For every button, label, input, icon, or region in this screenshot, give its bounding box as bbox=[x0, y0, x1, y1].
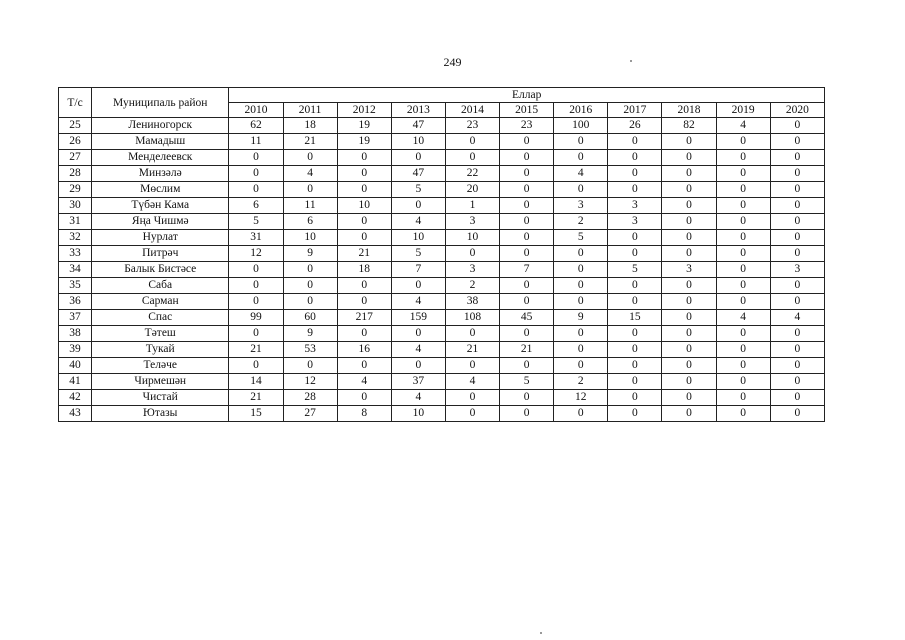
row-value: 18 bbox=[337, 262, 391, 278]
row-value: 0 bbox=[662, 358, 716, 374]
row-value: 108 bbox=[445, 310, 499, 326]
row-value: 2 bbox=[554, 374, 608, 390]
row-value: 9 bbox=[283, 246, 337, 262]
row-value: 0 bbox=[662, 198, 716, 214]
header-year: 2012 bbox=[337, 103, 391, 118]
row-value: 0 bbox=[770, 390, 824, 406]
row-value: 0 bbox=[716, 150, 770, 166]
row-value: 0 bbox=[608, 406, 662, 422]
table-row bbox=[59, 262, 825, 278]
row-value: 0 bbox=[391, 358, 445, 374]
row-value: 22 bbox=[445, 166, 499, 182]
row-value: 0 bbox=[716, 134, 770, 150]
table-header bbox=[59, 88, 825, 118]
table-row bbox=[59, 294, 825, 310]
table-row bbox=[59, 230, 825, 246]
row-district: Тәтеш bbox=[92, 326, 229, 342]
row-value: 100 bbox=[554, 118, 608, 134]
row-value: 4 bbox=[391, 294, 445, 310]
header-year: 2015 bbox=[500, 103, 554, 118]
row-value: 0 bbox=[716, 374, 770, 390]
row-value: 217 bbox=[337, 310, 391, 326]
row-value: 38 bbox=[445, 294, 499, 310]
row-number: 30 bbox=[59, 198, 92, 214]
row-value: 0 bbox=[716, 294, 770, 310]
row-value: 0 bbox=[770, 406, 824, 422]
row-number: 41 bbox=[59, 374, 92, 390]
row-value: 11 bbox=[283, 198, 337, 214]
table-row bbox=[59, 214, 825, 230]
row-value: 4 bbox=[770, 310, 824, 326]
row-value: 0 bbox=[500, 246, 554, 262]
row-value: 0 bbox=[770, 134, 824, 150]
row-number: 42 bbox=[59, 390, 92, 406]
row-value: 0 bbox=[662, 278, 716, 294]
row-value: 0 bbox=[608, 230, 662, 246]
row-value: 21 bbox=[337, 246, 391, 262]
row-value: 10 bbox=[391, 230, 445, 246]
row-number: 32 bbox=[59, 230, 92, 246]
table-row bbox=[59, 134, 825, 150]
row-value: 0 bbox=[554, 294, 608, 310]
row-value: 4 bbox=[391, 214, 445, 230]
row-value: 0 bbox=[554, 406, 608, 422]
row-value: 16 bbox=[337, 342, 391, 358]
row-value: 0 bbox=[445, 134, 499, 150]
row-value: 4 bbox=[445, 374, 499, 390]
row-value: 0 bbox=[608, 150, 662, 166]
row-value: 0 bbox=[770, 358, 824, 374]
row-value: 0 bbox=[500, 278, 554, 294]
row-number: 39 bbox=[59, 342, 92, 358]
row-value: 0 bbox=[662, 182, 716, 198]
table-row bbox=[59, 182, 825, 198]
row-value: 15 bbox=[229, 406, 283, 422]
table-row bbox=[59, 310, 825, 326]
row-value: 0 bbox=[716, 358, 770, 374]
row-district: Чистай bbox=[92, 390, 229, 406]
row-district: Чирмешән bbox=[92, 374, 229, 390]
row-value: 19 bbox=[337, 134, 391, 150]
row-value: 3 bbox=[445, 262, 499, 278]
row-value: 0 bbox=[554, 262, 608, 278]
row-value: 0 bbox=[608, 166, 662, 182]
row-value: 21 bbox=[229, 342, 283, 358]
row-value: 0 bbox=[391, 150, 445, 166]
row-value: 0 bbox=[554, 134, 608, 150]
row-value: 27 bbox=[283, 406, 337, 422]
row-value: 0 bbox=[500, 326, 554, 342]
row-value: 20 bbox=[445, 182, 499, 198]
row-value: 5 bbox=[608, 262, 662, 278]
row-value: 0 bbox=[554, 342, 608, 358]
row-value: 6 bbox=[283, 214, 337, 230]
row-value: 18 bbox=[283, 118, 337, 134]
row-value: 4 bbox=[554, 166, 608, 182]
row-value: 0 bbox=[445, 406, 499, 422]
row-value: 10 bbox=[391, 134, 445, 150]
table-row bbox=[59, 198, 825, 214]
row-value: 9 bbox=[283, 326, 337, 342]
row-value: 10 bbox=[445, 230, 499, 246]
row-district: Спас bbox=[92, 310, 229, 326]
row-district: Балык Бистәсе bbox=[92, 262, 229, 278]
row-value: 0 bbox=[662, 134, 716, 150]
row-value: 0 bbox=[608, 342, 662, 358]
row-value: 159 bbox=[391, 310, 445, 326]
header-year: 2014 bbox=[445, 103, 499, 118]
row-number: 26 bbox=[59, 134, 92, 150]
row-value: 0 bbox=[337, 166, 391, 182]
row-value: 23 bbox=[500, 118, 554, 134]
row-value: 62 bbox=[229, 118, 283, 134]
row-value: 2 bbox=[554, 214, 608, 230]
row-value: 0 bbox=[500, 150, 554, 166]
row-value: 82 bbox=[662, 118, 716, 134]
table-row bbox=[59, 246, 825, 262]
row-value: 5 bbox=[229, 214, 283, 230]
row-value: 0 bbox=[662, 374, 716, 390]
row-value: 45 bbox=[500, 310, 554, 326]
row-value: 0 bbox=[608, 246, 662, 262]
row-value: 10 bbox=[391, 406, 445, 422]
row-value: 0 bbox=[716, 246, 770, 262]
row-district: Ютазы bbox=[92, 406, 229, 422]
page-number: 249 bbox=[443, 55, 462, 69]
row-district: Түбән Кама bbox=[92, 198, 229, 214]
row-value: 0 bbox=[770, 166, 824, 182]
row-value: 0 bbox=[770, 374, 824, 390]
row-value: 0 bbox=[500, 406, 554, 422]
row-value: 5 bbox=[391, 182, 445, 198]
row-value: 0 bbox=[337, 326, 391, 342]
row-value: 5 bbox=[554, 230, 608, 246]
row-value: 4 bbox=[391, 342, 445, 358]
row-number: 28 bbox=[59, 166, 92, 182]
row-value: 4 bbox=[283, 166, 337, 182]
row-value: 0 bbox=[229, 358, 283, 374]
row-value: 10 bbox=[283, 230, 337, 246]
header-year: 2010 bbox=[229, 103, 283, 118]
table-row bbox=[59, 166, 825, 182]
row-district: Минзәлә bbox=[92, 166, 229, 182]
row-value: 0 bbox=[716, 198, 770, 214]
row-value: 0 bbox=[337, 294, 391, 310]
row-value: 31 bbox=[229, 230, 283, 246]
row-value: 0 bbox=[770, 182, 824, 198]
row-value: 0 bbox=[716, 342, 770, 358]
row-value: 11 bbox=[229, 134, 283, 150]
row-value: 3 bbox=[770, 262, 824, 278]
row-value: 0 bbox=[445, 150, 499, 166]
header-year: 2013 bbox=[391, 103, 445, 118]
row-value: 5 bbox=[391, 246, 445, 262]
row-value: 0 bbox=[445, 358, 499, 374]
row-number: 27 bbox=[59, 150, 92, 166]
row-value: 15 bbox=[608, 310, 662, 326]
row-district: Менделеевск bbox=[92, 150, 229, 166]
table-row bbox=[59, 118, 825, 134]
row-district: Лениногорск bbox=[92, 118, 229, 134]
row-value: 0 bbox=[608, 134, 662, 150]
row-value: 0 bbox=[554, 358, 608, 374]
row-value: 4 bbox=[716, 310, 770, 326]
row-value: 0 bbox=[500, 166, 554, 182]
row-value: 0 bbox=[500, 214, 554, 230]
row-value: 0 bbox=[662, 294, 716, 310]
row-value: 0 bbox=[716, 262, 770, 278]
row-value: 0 bbox=[337, 230, 391, 246]
header-row-group bbox=[59, 88, 825, 103]
row-district: Мамадыш bbox=[92, 134, 229, 150]
row-value: 0 bbox=[229, 326, 283, 342]
row-number: 38 bbox=[59, 326, 92, 342]
row-value: 0 bbox=[716, 214, 770, 230]
header-years-group: Еллар bbox=[229, 88, 825, 103]
row-number: 29 bbox=[59, 182, 92, 198]
row-value: 0 bbox=[337, 214, 391, 230]
row-number: 25 bbox=[59, 118, 92, 134]
row-value: 6 bbox=[229, 198, 283, 214]
row-value: 0 bbox=[283, 358, 337, 374]
row-number: 43 bbox=[59, 406, 92, 422]
row-value: 0 bbox=[662, 246, 716, 262]
row-value: 3 bbox=[554, 198, 608, 214]
row-value: 0 bbox=[283, 182, 337, 198]
row-value: 0 bbox=[608, 182, 662, 198]
row-value: 0 bbox=[770, 246, 824, 262]
row-value: 0 bbox=[662, 326, 716, 342]
row-value: 0 bbox=[716, 166, 770, 182]
row-value: 53 bbox=[283, 342, 337, 358]
row-value: 0 bbox=[608, 358, 662, 374]
row-value: 0 bbox=[662, 150, 716, 166]
row-value: 0 bbox=[770, 150, 824, 166]
row-value: 0 bbox=[662, 390, 716, 406]
row-value: 0 bbox=[716, 230, 770, 246]
row-value: 0 bbox=[770, 198, 824, 214]
row-value: 0 bbox=[662, 342, 716, 358]
row-value: 0 bbox=[554, 182, 608, 198]
table-body bbox=[59, 118, 825, 422]
row-value: 0 bbox=[500, 390, 554, 406]
row-value: 12 bbox=[283, 374, 337, 390]
row-value: 0 bbox=[500, 230, 554, 246]
row-value: 0 bbox=[229, 294, 283, 310]
row-district: Теләче bbox=[92, 358, 229, 374]
row-value: 0 bbox=[337, 358, 391, 374]
row-value: 0 bbox=[445, 246, 499, 262]
row-value: 5 bbox=[500, 374, 554, 390]
row-district: Тукай bbox=[92, 342, 229, 358]
row-value: 0 bbox=[554, 278, 608, 294]
row-value: 14 bbox=[229, 374, 283, 390]
row-value: 0 bbox=[554, 326, 608, 342]
row-value: 0 bbox=[716, 390, 770, 406]
row-value: 0 bbox=[662, 214, 716, 230]
row-value: 47 bbox=[391, 166, 445, 182]
row-value: 7 bbox=[391, 262, 445, 278]
row-value: 0 bbox=[608, 294, 662, 310]
row-number: 36 bbox=[59, 294, 92, 310]
header-year: 2019 bbox=[716, 103, 770, 118]
table-row bbox=[59, 406, 825, 422]
row-value: 0 bbox=[770, 230, 824, 246]
row-value: 4 bbox=[716, 118, 770, 134]
row-value: 7 bbox=[500, 262, 554, 278]
row-value: 3 bbox=[608, 214, 662, 230]
row-value: 0 bbox=[337, 278, 391, 294]
row-district: Питрәч bbox=[92, 246, 229, 262]
row-value: 10 bbox=[337, 198, 391, 214]
row-value: 0 bbox=[391, 198, 445, 214]
row-number: 31 bbox=[59, 214, 92, 230]
row-value: 21 bbox=[445, 342, 499, 358]
row-value: 9 bbox=[554, 310, 608, 326]
row-value: 0 bbox=[662, 406, 716, 422]
table-row bbox=[59, 358, 825, 374]
row-value: 0 bbox=[716, 406, 770, 422]
row-value: 0 bbox=[662, 310, 716, 326]
table-row bbox=[59, 390, 825, 406]
row-value: 0 bbox=[770, 294, 824, 310]
row-value: 0 bbox=[770, 278, 824, 294]
row-value: 0 bbox=[391, 278, 445, 294]
header-year: 2016 bbox=[554, 103, 608, 118]
row-value: 0 bbox=[500, 198, 554, 214]
row-value: 0 bbox=[445, 390, 499, 406]
row-value: 21 bbox=[283, 134, 337, 150]
row-value: 37 bbox=[391, 374, 445, 390]
row-value: 0 bbox=[445, 326, 499, 342]
row-value: 0 bbox=[500, 358, 554, 374]
table-row bbox=[59, 326, 825, 342]
table-row bbox=[59, 278, 825, 294]
row-value: 0 bbox=[554, 150, 608, 166]
row-value: 0 bbox=[337, 390, 391, 406]
row-value: 2 bbox=[445, 278, 499, 294]
row-value: 3 bbox=[608, 198, 662, 214]
row-value: 4 bbox=[337, 374, 391, 390]
row-value: 0 bbox=[770, 342, 824, 358]
table-row bbox=[59, 374, 825, 390]
row-value: 23 bbox=[445, 118, 499, 134]
row-value: 0 bbox=[554, 246, 608, 262]
row-value: 26 bbox=[608, 118, 662, 134]
row-value: 0 bbox=[283, 294, 337, 310]
row-value: 0 bbox=[283, 262, 337, 278]
row-value: 0 bbox=[770, 118, 824, 134]
row-value: 0 bbox=[608, 278, 662, 294]
row-value: 0 bbox=[229, 262, 283, 278]
row-value: 3 bbox=[662, 262, 716, 278]
row-district: Саба bbox=[92, 278, 229, 294]
row-value: 0 bbox=[500, 134, 554, 150]
row-value: 0 bbox=[608, 390, 662, 406]
districts-years-table bbox=[58, 87, 825, 422]
row-value: 0 bbox=[716, 326, 770, 342]
row-value: 21 bbox=[229, 390, 283, 406]
row-value: 0 bbox=[337, 150, 391, 166]
row-district: Сарман bbox=[92, 294, 229, 310]
row-value: 19 bbox=[337, 118, 391, 134]
row-value: 0 bbox=[500, 182, 554, 198]
row-value: 12 bbox=[229, 246, 283, 262]
row-number: 35 bbox=[59, 278, 92, 294]
row-number: 34 bbox=[59, 262, 92, 278]
scan-speck bbox=[630, 60, 632, 62]
row-value: 3 bbox=[445, 214, 499, 230]
row-district: Яңа Чишмә bbox=[92, 214, 229, 230]
row-value: 0 bbox=[608, 326, 662, 342]
row-value: 28 bbox=[283, 390, 337, 406]
header-year: 2018 bbox=[662, 103, 716, 118]
row-value: 99 bbox=[229, 310, 283, 326]
row-value: 0 bbox=[229, 182, 283, 198]
table-row bbox=[59, 150, 825, 166]
row-number: 40 bbox=[59, 358, 92, 374]
row-district: Нурлат bbox=[92, 230, 229, 246]
row-value: 21 bbox=[500, 342, 554, 358]
row-value: 8 bbox=[337, 406, 391, 422]
row-district: Мөслим bbox=[92, 182, 229, 198]
header-year: 2017 bbox=[608, 103, 662, 118]
table-row bbox=[59, 342, 825, 358]
row-value: 0 bbox=[283, 278, 337, 294]
row-number: 37 bbox=[59, 310, 92, 326]
header-year: 2011 bbox=[283, 103, 337, 118]
row-value: 0 bbox=[229, 150, 283, 166]
row-value: 4 bbox=[391, 390, 445, 406]
row-value: 0 bbox=[716, 182, 770, 198]
row-number: 33 bbox=[59, 246, 92, 262]
row-value: 12 bbox=[554, 390, 608, 406]
row-value: 0 bbox=[662, 230, 716, 246]
row-value: 1 bbox=[445, 198, 499, 214]
header-district: Муниципаль район bbox=[92, 88, 229, 118]
row-value: 0 bbox=[770, 326, 824, 342]
row-value: 0 bbox=[283, 150, 337, 166]
row-value: 0 bbox=[229, 166, 283, 182]
row-value: 0 bbox=[662, 166, 716, 182]
row-value: 0 bbox=[337, 182, 391, 198]
row-value: 0 bbox=[229, 278, 283, 294]
row-value: 0 bbox=[716, 278, 770, 294]
row-value: 47 bbox=[391, 118, 445, 134]
header-number: Т/с bbox=[59, 88, 92, 118]
row-value: 0 bbox=[608, 374, 662, 390]
row-value: 0 bbox=[770, 214, 824, 230]
row-value: 0 bbox=[500, 294, 554, 310]
row-value: 0 bbox=[391, 326, 445, 342]
scan-speck bbox=[540, 632, 542, 634]
row-value: 60 bbox=[283, 310, 337, 326]
header-year: 2020 bbox=[770, 103, 824, 118]
